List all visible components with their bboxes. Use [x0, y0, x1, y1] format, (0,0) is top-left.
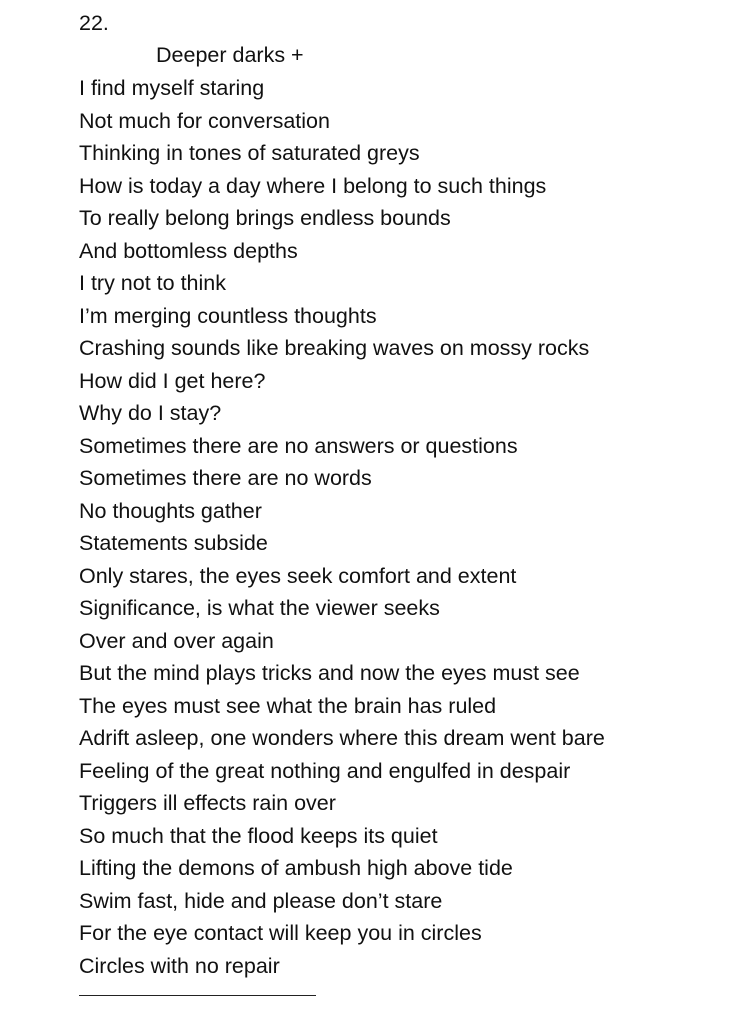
poem-line: Lifting the demons of ambush high above tide [79, 856, 513, 880]
poem-title: Deeper darks + [156, 43, 304, 67]
poem-line: To really belong brings endless bounds [79, 206, 451, 230]
poem-line: Circles with no repair [79, 953, 280, 978]
poem-line: Thinking in tones of saturated greys [79, 141, 420, 165]
poem-line: I try not to think [79, 271, 226, 295]
poem-line: Crashing sounds like breaking waves on mossy rocks [79, 336, 590, 360]
poem-line: Why do I stay? [79, 401, 222, 425]
poem-line: I find myself staring [79, 76, 265, 100]
poem-line: Statements subside [79, 531, 268, 555]
poem-line: How is today a day where I belong to such things [79, 173, 547, 198]
poem-line: Sometimes there are no words [79, 466, 372, 490]
poem-line: Swim fast, hide and please don’t stare [79, 888, 443, 913]
poem-line: The eyes must see what the brain has ruled [79, 693, 497, 718]
poem-line: How did I get here? [79, 368, 266, 393]
poem-lines [79, 74, 605, 984]
poem-line: Only stares, the eyes seek comfort and extent [79, 563, 517, 588]
poem-line: Feeling of the great nothing and engulfed in despair [79, 758, 571, 783]
poem-line: For the eye contact will keep you in circles [79, 921, 482, 945]
poem-number: 22. [79, 11, 109, 35]
poem-line: Adrift asleep, one wonders where this dream went bare [79, 726, 605, 750]
end-rule [79, 995, 316, 996]
poem-line: Significance, is what the viewer seeks [79, 596, 440, 620]
poem-line: Over and over again [79, 628, 274, 653]
poem-line: Not much for conversation [79, 108, 330, 133]
poem-line: I’m merging countless thoughts [79, 303, 377, 328]
poem-line: But the mind plays tricks and now the eyes must see [79, 661, 580, 685]
poem-line: Sometimes there are no answers or questions [79, 433, 518, 458]
poem-line: No thoughts gather [79, 498, 262, 523]
poem-line: Triggers ill effects rain over [79, 791, 336, 815]
poem-line: So much that the flood keeps its quiet [79, 823, 438, 848]
poem-line: And bottomless depths [79, 238, 298, 263]
